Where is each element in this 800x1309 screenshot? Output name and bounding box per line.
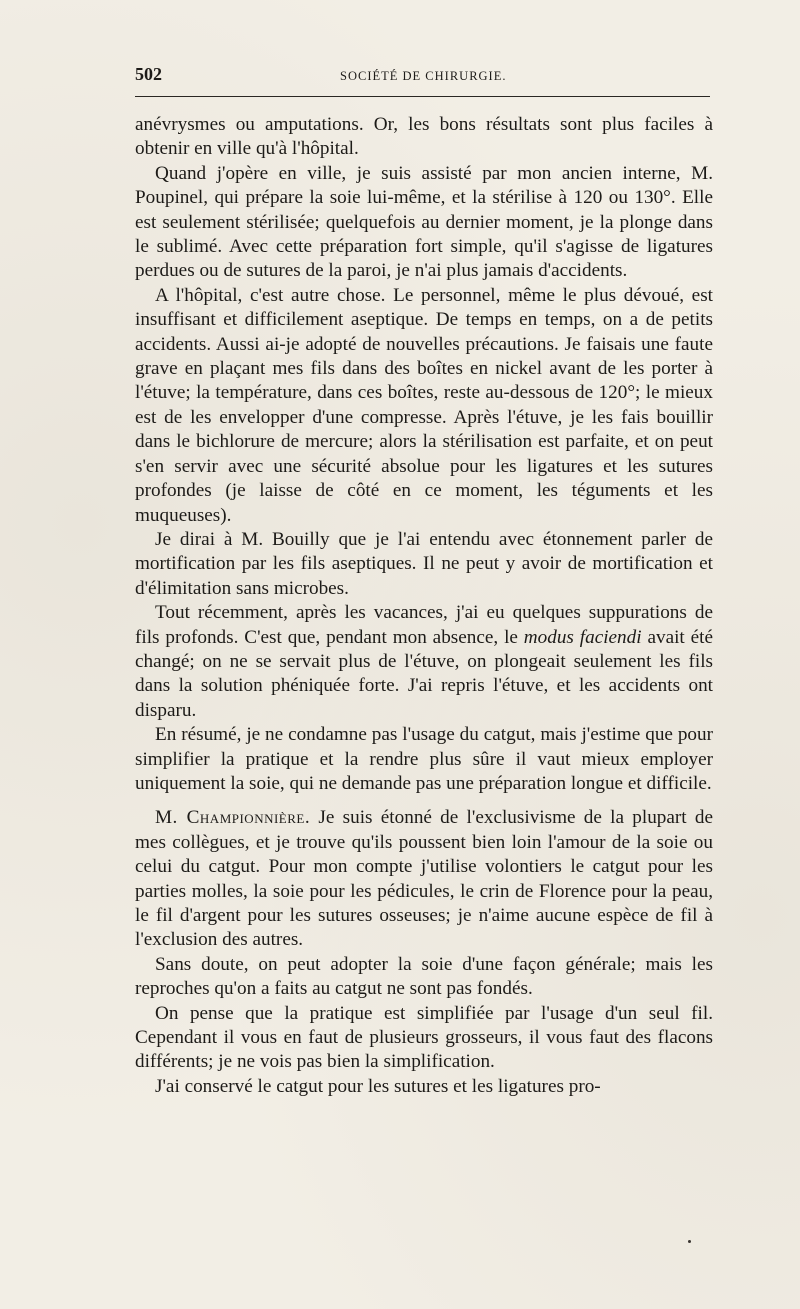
paragraph-2: Quand j'opère en ville, je suis assisté par mon ancien interne, M. Poupinel, qui prépare la soie lui-même, et la stérilise à 120 ou 130°. Elle est seulement stérilisée; quelquefois au dernier moment, je la plonge dans le sublimé. Avec cette préparation fort simple, qu'il s'agisse de ligatures perdues ou de sutures de la paroi, je n'ai plus jamais d'accidents. (135, 162, 713, 282)
paragraph-10: J'ai conservé le catgut pour les sutures et les ligatures pro- (155, 1075, 601, 1097)
header-rule (135, 96, 710, 97)
paragraph-5 (135, 601, 713, 723)
running-title: SOCIÉTÉ DE CHIRURGIE. (340, 69, 507, 83)
page-header (135, 64, 710, 94)
paragraph-6: En résumé, je ne condamne pas l'usage du catgut, mais j'estime que pour simplifier la pratique et la rendre plus sûre il vaut mieux employer uniquement la soie, qui ne demande pas une préparation longue et difficile. (135, 724, 713, 794)
paragraph-3: A l'hôpital, c'est autre chose. Le personnel, même le plus dévoué, est insuffisant et difficilement aseptique. De temps en temps, on a de petits accidents. Aussi ai-je adopté de nouvelles précautions. Je faisais une faute grave en plaçant mes fils dans des boîtes en nickel avant de les porter à l'étuve; la température, dans ces boîtes, reste au-dessous de 120°; le mieux est de les envelopper d'une compresse. Après l'étuve, je les fais bouillir dans le bichlorure de mercure; alors la stérilisation est parfaite, et on peut s'en servir avec une sécurité absolue pour les ligatures et les sutures profondes (je laisse de côté en ce moment, les téguments et les muqueuses). (135, 284, 713, 526)
paragraph-8: Sans doute, on peut adopter la soie d'une façon générale; mais les reproches qu'on a faits au catgut ne sont pas fondés. (135, 953, 713, 1000)
paragraph-5-before: Tout récemment, après les vacances, j'ai eu quelques suppurations de fils profonds. C'est que, pendant mon absence, le (135, 602, 713, 648)
body-text (135, 113, 713, 1099)
paragraph-5-italic: modus faciendi (523, 626, 642, 648)
paragraph-9: On pense que la pratique est simplifiée par l'usage d'un seul fil. Cependant il vous en faut de plusieurs grosseurs, il vous faut des flacons différents; je ne vois pas bien la simplification. (135, 1002, 713, 1073)
paragraph-1: anévrysmes ou amputations. Or, les bons résultats sont plus faciles à obtenir en ville qu'à l'hôpital. (135, 114, 713, 160)
page-number: 502 (135, 64, 162, 84)
paragraph-7 (135, 806, 713, 952)
paper-speck (688, 1240, 691, 1243)
paragraph-5-after: avait été changé; on ne se servait plus de l'étuve, on plongeait seulement les fils dans la solution phéniquée forte. J'ai repris l'étuve, et les accidents ont disparu. (135, 626, 713, 721)
paragraph-7-text: Je suis étonné de l'exclusivisme de la plupart de mes collègues, et je trouve qu'ils poussent bien loin l'amour de la soie ou celui du catgut. Pour mon compte j'utilise volontiers le catgut pour les parties molles, la soie pour les pédicules, le crin de Florence pour la peau, le fil d'argent pour les sutures osseuses; je n'aime aucune espèce de fil à l'exclusion des autres. (135, 807, 713, 951)
paragraph-4: Je dirai à M. Bouilly que je l'ai entendu avec étonnement parler de mortification par les fils aseptiques. Il ne peut y avoir de mortification et d'élimitation sans microbes. (135, 528, 713, 599)
speaker-name: M. Championnière. (155, 807, 311, 829)
